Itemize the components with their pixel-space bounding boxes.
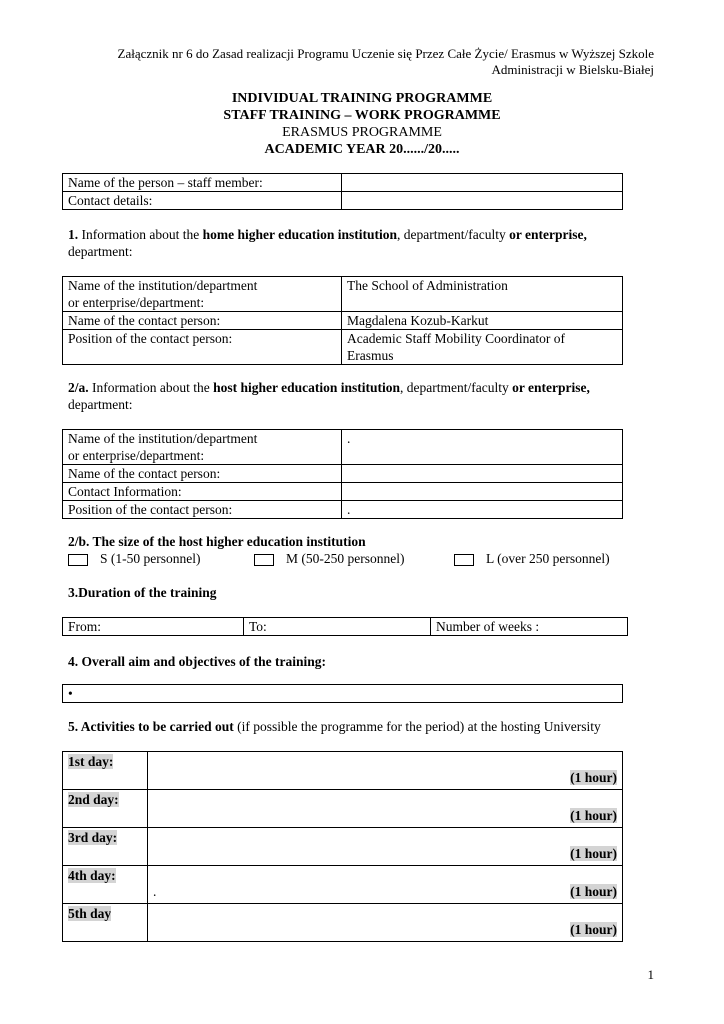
home-position-value[interactable]: Academic Staff Mobility Coordinator of Erasmus: [342, 330, 623, 365]
contact-details-field[interactable]: [342, 192, 623, 210]
page-number: 1: [647, 967, 654, 982]
table-row: [63, 828, 623, 866]
table-row: [63, 752, 623, 790]
checkbox-m[interactable]: [254, 554, 274, 566]
day-label: 2nd day:: [63, 790, 148, 828]
size-option-m[interactable]: M (50-250 personnel): [254, 550, 404, 567]
title-academic-year: ACADEMIC YEAR 20....../20.....: [264, 142, 460, 157]
section-1-heading: 1. Information about the home higher education institution, department/faculty or enterprise, department:: [68, 227, 587, 259]
home-institution-value[interactable]: The School of Administration: [342, 277, 623, 312]
section-2a-heading: 2/a. Information about the host higher education institution, department/faculty or enterprise, department:: [68, 380, 590, 412]
duration-table: [62, 617, 628, 636]
host-institution-table: [62, 429, 623, 519]
host-position-value[interactable]: .: [342, 501, 623, 519]
duration-to[interactable]: To:: [244, 618, 431, 636]
host-info-value[interactable]: [342, 483, 623, 501]
day-content[interactable]: .: [148, 866, 241, 904]
table-row: [63, 904, 623, 942]
host-info-label: Contact Information:: [63, 483, 342, 501]
day-hours: (1 hour): [240, 904, 623, 942]
home-institution-table: [62, 276, 623, 365]
duration-weeks[interactable]: Number of weeks :: [431, 618, 628, 636]
activities-table: [62, 751, 623, 942]
aim-table: [62, 684, 623, 703]
contact-details-label: Contact details:: [63, 192, 342, 210]
table-row: [63, 790, 623, 828]
checkbox-s[interactable]: [68, 554, 88, 566]
title-erasmus: ERASMUS PROGRAMME: [282, 125, 442, 140]
section-5-heading: 5. Activities to be carried out (if possible the programme for the period) at the hosting University: [68, 719, 601, 734]
section-4-heading: 4. Overall aim and objectives of the training:: [68, 654, 326, 669]
annex-line-2: Administracji w Bielsku-Białej: [491, 62, 654, 77]
home-contact-label: Name of the contact person:: [63, 312, 342, 330]
title-programme: INDIVIDUAL TRAINING PROGRAMME: [231, 91, 493, 106]
staff-name-label: Name of the person – staff member:: [63, 174, 342, 192]
day-label: 5th day: [63, 904, 148, 942]
home-contact-value[interactable]: Magdalena Kozub-Karkut: [342, 312, 623, 330]
host-institution-label: Name of the institution/department or enterprise/department:: [63, 430, 342, 465]
home-position-label: Position of the contact person:: [63, 330, 342, 365]
section-2b-heading: 2/b. The size of the host higher education institution: [68, 534, 366, 549]
home-institution-label: Name of the institution/department or enterprise/department:: [63, 277, 342, 312]
duration-from[interactable]: From:: [63, 618, 244, 636]
bullet: •: [68, 686, 73, 701]
annex-line-1: Załącznik nr 6 do Zasad realizacji Programu Uczenie się Przez Całe Życie/ Erasmus w Wyższej Szkole: [117, 46, 654, 61]
size-option-s[interactable]: S (1-50 personnel): [68, 550, 200, 567]
section-3-heading: 3.Duration of the training: [68, 585, 217, 600]
staff-name-field[interactable]: [342, 174, 623, 192]
day-label: 1st day:: [63, 752, 148, 790]
host-position-label: Position of the contact person:: [63, 501, 342, 519]
title-staff-training: STAFF TRAINING – WORK PROGRAMME: [223, 108, 501, 123]
host-contact-label: Name of the contact person:: [63, 465, 342, 483]
checkbox-l[interactable]: [454, 554, 474, 566]
size-options: [68, 550, 668, 568]
day-content[interactable]: [148, 790, 241, 828]
day-label: 4th day:: [63, 866, 148, 904]
staff-table: [62, 173, 623, 210]
day-hours: (1 hour): [240, 790, 623, 828]
document-titles: [0, 90, 724, 158]
day-hours: (1 hour): [240, 828, 623, 866]
day-content[interactable]: [148, 904, 241, 942]
day-content[interactable]: [148, 752, 241, 790]
host-institution-value[interactable]: .: [342, 430, 623, 465]
day-hours: (1 hour): [240, 752, 623, 790]
host-contact-value[interactable]: [342, 465, 623, 483]
day-label: 3rd day:: [63, 828, 148, 866]
table-row: [63, 866, 623, 904]
day-content[interactable]: [148, 828, 241, 866]
day-hours: (1 hour): [240, 866, 623, 904]
annex-note: [54, 46, 654, 78]
size-option-l[interactable]: L (over 250 personnel): [454, 550, 610, 567]
aim-field[interactable]: [63, 685, 623, 703]
